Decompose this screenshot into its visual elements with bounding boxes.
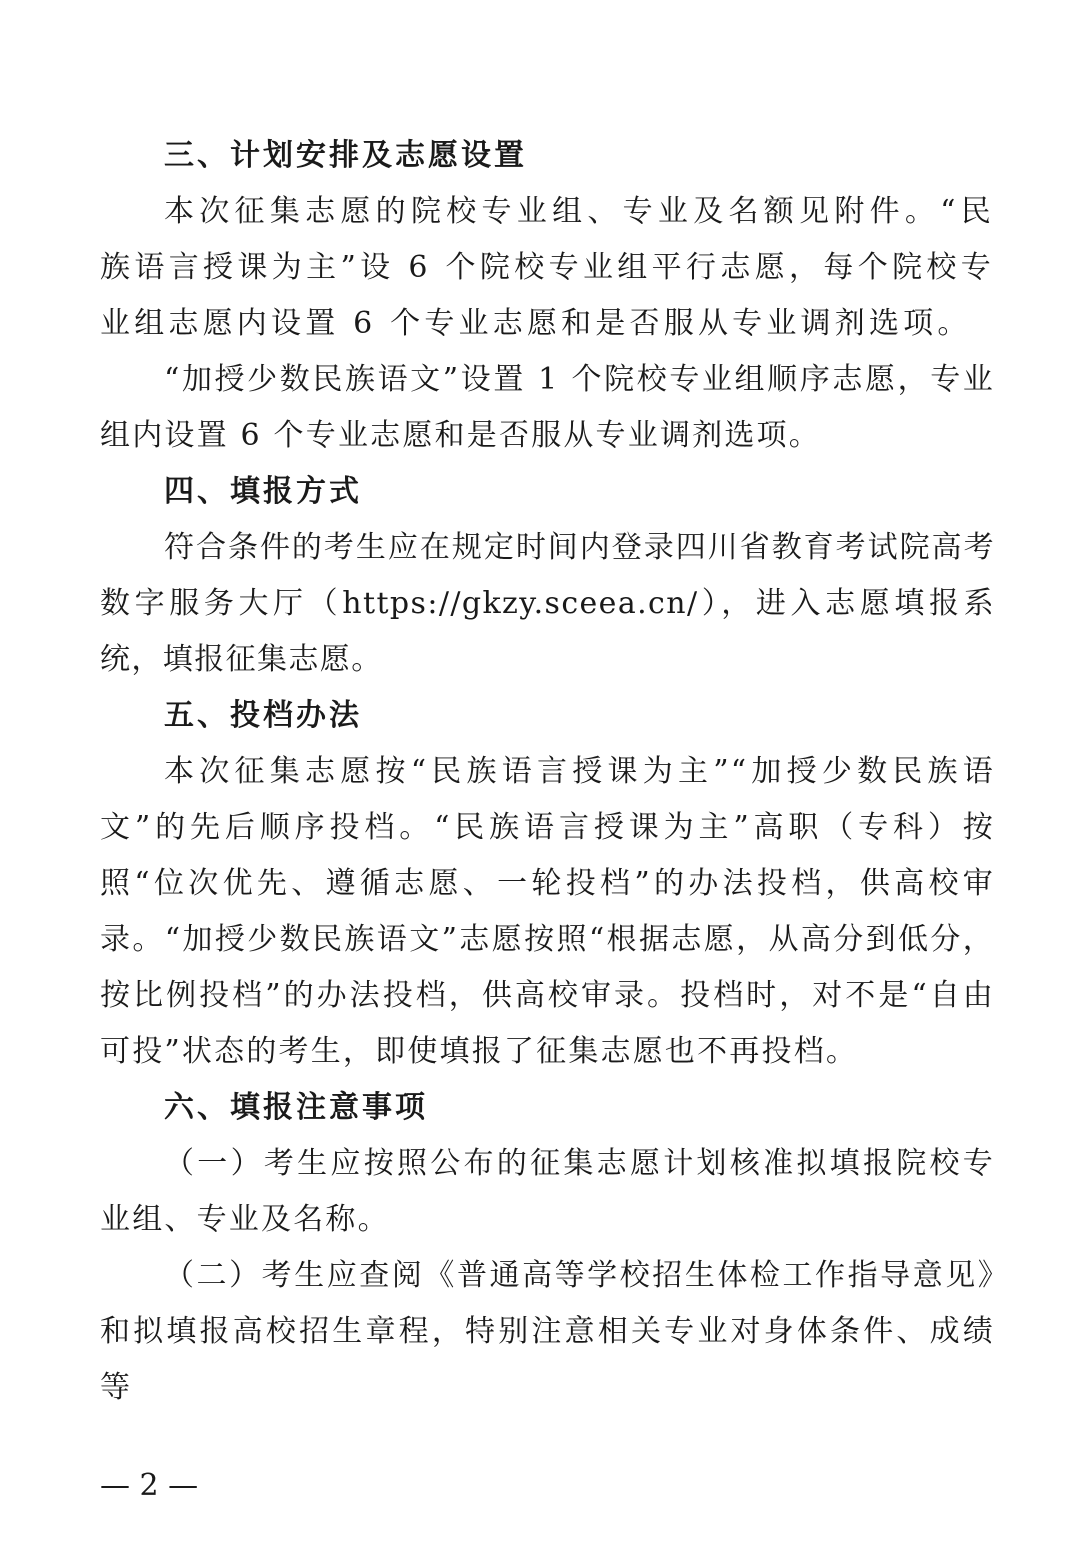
- document-body: [100, 128, 995, 1416]
- section-heading-method: 四、填报方式: [164, 474, 362, 509]
- section-heading-admission: 五、投档办法: [164, 698, 362, 733]
- paragraph-notes-2: （二）考生应查阅《普通高等学校招生体检工作指导意见》和拟填报高校招生章程，特别注意相关专业对身体条件、成绩等: [100, 1258, 995, 1405]
- paragraph-notes-1: （一）考生应按照公布的征集志愿计划核准拟填报院校专业组、专业及名称。: [100, 1146, 995, 1237]
- paragraph-plan-2: “加授少数民族语文”设置 1 个院校专业组顺序志愿，专业组内设置 6 个专业志愿和是否服从专业调剂选项。: [100, 362, 995, 453]
- paragraph-method-1: 符合条件的考生应在规定时间内登录四川省教育考试院高考数字服务大厅（https://gkzy.sceea.cn/），进入志愿填报系统，填报征集志愿。: [100, 530, 995, 677]
- section-heading-notes: 六、填报注意事项: [164, 1090, 428, 1125]
- paragraph-admission-1: 本次征集志愿按“民族语言授课为主”“加授少数民族语文”的先后顺序投档。“民族语言授课为主”高职（专科）按照“位次优先、遵循志愿、一轮投档”的办法投档，供高校审录。“加授少数民族语文”志愿按照“根据志愿，从高分到低分，按比例投档”的办法投档，供高校审录。投档时，对不是“自由可投”状态的考生，即使填报了征集志愿也不再投档。: [100, 754, 995, 1069]
- section-heading-plan: 三、计划安排及志愿设置: [164, 138, 527, 173]
- page-number: — 2 —: [100, 1468, 199, 1503]
- paragraph-plan-1: 本次征集志愿的院校专业组、专业及名额见附件。“民族语言授课为主”设 6 个院校专业组平行志愿，每个院校专业组志愿内设置 6 个专业志愿和是否服从专业调剂选项。: [100, 194, 995, 341]
